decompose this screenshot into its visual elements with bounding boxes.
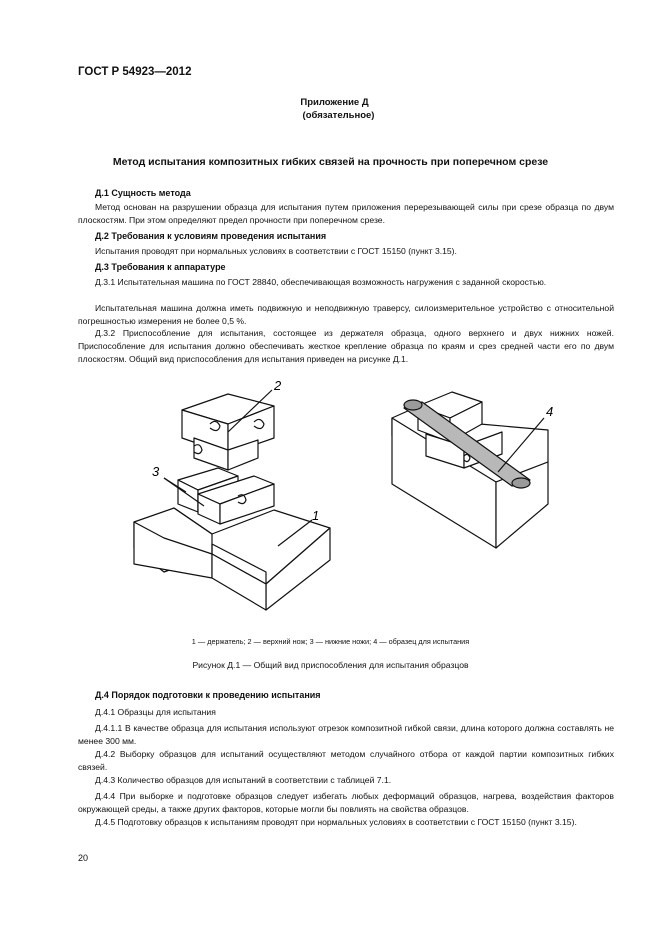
annex-title: Приложение Д bbox=[300, 97, 369, 108]
heading-d1: Д.1 Сущность метода bbox=[95, 188, 191, 198]
figure-legend: 1 — держатель; 2 — верхний нож; 3 — нижние ножи; 4 — образец для испытания bbox=[191, 637, 470, 646]
paragraph-d43: Д.4.3 Количество образцов для испытаний в соответствии с таблицей 7.1. bbox=[95, 775, 392, 785]
figure-label-3: 3 bbox=[152, 464, 160, 479]
paragraph-d32: Д.3.2 Приспособление для испытания, состоящее из держателя образца, одного верхнего и двух нижних ножей. Приспособление для испытания должно обеспечивать жесткое крепление образца по краям и срез средней части его по двум плоскостям. Общий вид приспособления для испытания приведен на рисунке Д.1. bbox=[78, 328, 614, 364]
figure-label-2: 2 bbox=[274, 378, 282, 393]
heading-d4: Д.4 Порядок подготовки к проведению испытания bbox=[95, 690, 321, 700]
paragraph-d31b: Испытательная машина должна иметь подвижную и неподвижную траверсу, силоизмерительное устройство с относительной погрешностью измерения не более 0,5 %. bbox=[78, 303, 614, 326]
paragraph-d31: Д.3.1 Испытательная машина по ГОСТ 28840, обеспечивающая возможность нагружения с заданной скоростью. bbox=[95, 277, 547, 287]
paragraph-d411: Д.4.1.1 В качестве образца для испытания используют отрезок композитной гибкой связи, длина которого должна составлять не менее 300 мм. bbox=[78, 723, 614, 746]
annex-status: (обязательное) bbox=[302, 110, 375, 121]
paragraph-d2: Испытания проводят при нормальных условиях в соответствии с ГОСТ 15150 (пункт 3.15). bbox=[95, 246, 457, 256]
page-number: 20 bbox=[78, 853, 89, 863]
paragraph-d45: Д.4.5 Подготовку образцов к испытаниям проводят при нормальных условиях в соответствии с ГОСТ 15150 (пункт 3.15). bbox=[95, 817, 577, 827]
figure-d1 bbox=[78, 372, 614, 632]
section-title: Метод испытания композитных гибких связей на прочность при поперечном срезе bbox=[112, 156, 549, 168]
paragraph-d1: Метод основан на разрушении образца для испытания путем приложения перерезывающей силы при срезе образца по двум плоскостям. При этом определяют предел прочности при поперечном срезе. bbox=[78, 202, 614, 225]
figure-label-4: 4 bbox=[546, 404, 554, 419]
figure-caption: Рисунок Д.1 — Общий вид приспособления для испытания образцов bbox=[192, 660, 469, 670]
holder-left-drawing bbox=[134, 508, 330, 610]
heading-d2: Д.2 Требования к условиям проведения испытания bbox=[95, 231, 327, 241]
paragraph-d44: Д.4.4 При выборке и подготовке образцов следует избегать любых деформаций образцов, нагрева, воздействия факторов окружающей среды, а также других факторов, которые могли бы повлиять на свойства образцов. bbox=[78, 791, 614, 814]
paragraph-d41: Д.4.1 Образцы для испытания bbox=[95, 707, 216, 717]
heading-d3: Д.3 Требования к аппаратуре bbox=[95, 262, 226, 272]
paragraph-d42: Д.4.2 Выборку образцов для испытаний осуществляют методом случайного отбора от каждой партии композитных гибких связей. bbox=[78, 749, 614, 772]
document-header: ГОСТ Р 54923—2012 bbox=[78, 66, 192, 78]
figure-label-1: 1 bbox=[312, 508, 320, 523]
